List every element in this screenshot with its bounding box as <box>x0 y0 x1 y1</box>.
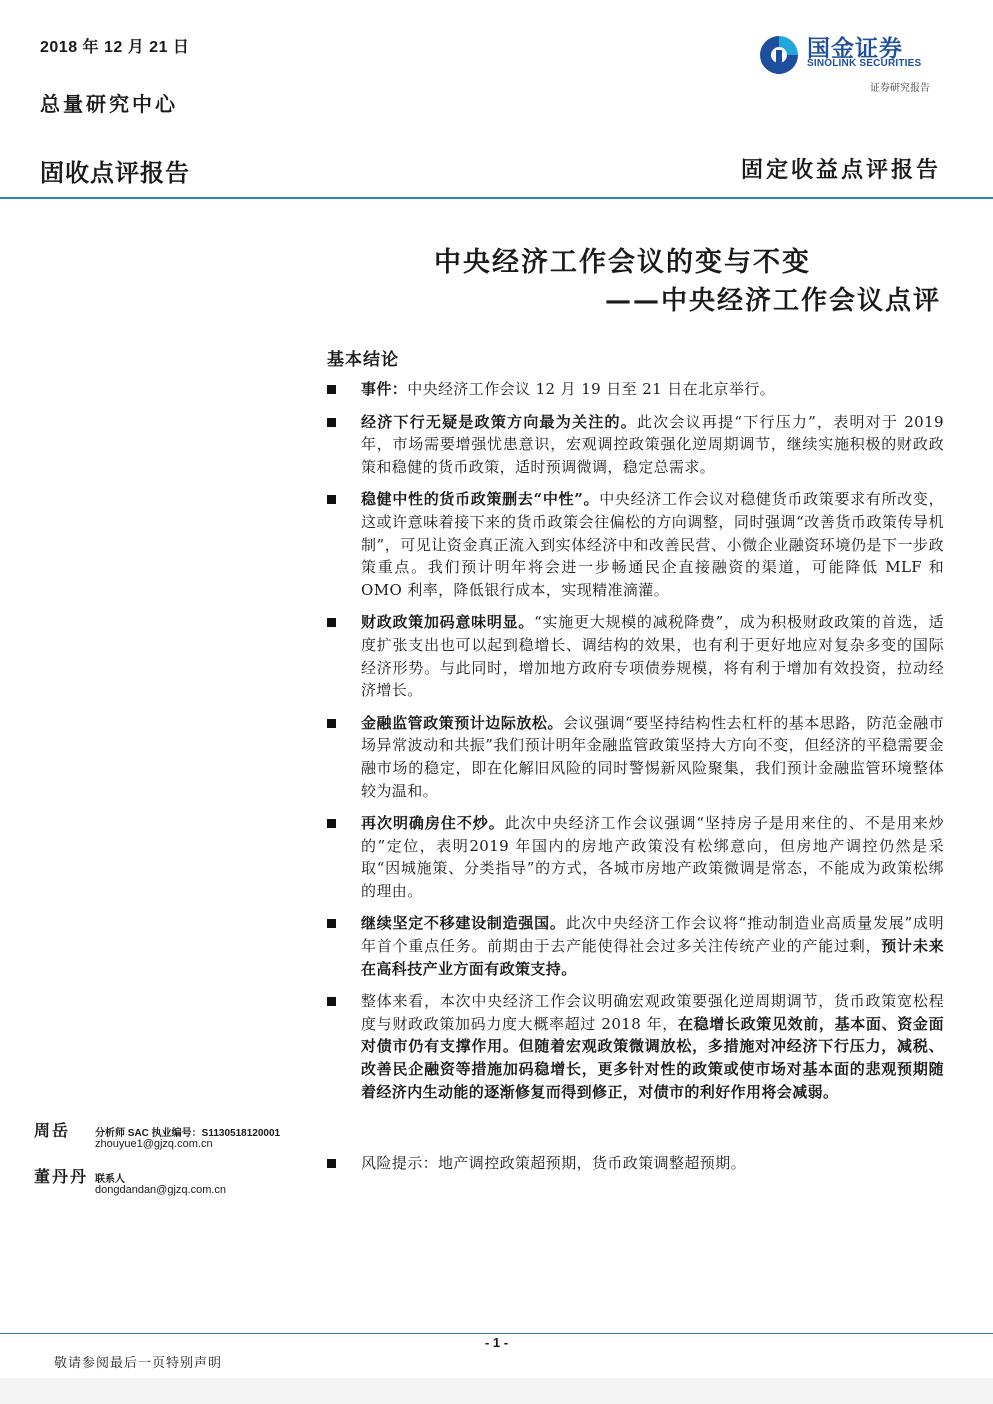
logo-chinese-name: 国金证券 <box>807 35 903 61</box>
list-item <box>327 488 944 601</box>
item-text: 中央经济工作会议 12 月 19 日至 21 日在北京举行。 <box>407 380 776 398</box>
analyst-name: 周岳 <box>34 1121 71 1140</box>
list-item <box>327 812 944 902</box>
list-item <box>327 1152 944 1175</box>
analyst-name: 董丹丹 <box>34 1167 89 1186</box>
list-item <box>327 712 944 802</box>
report-type-right: 固定收益点评报告 <box>740 157 941 183</box>
bullet-square-icon <box>327 418 336 427</box>
conclusion-list <box>327 378 944 1113</box>
analyst-email[interactable]: zhouyue1@gjzq.com.cn <box>95 1138 213 1150</box>
item-text: 此次中央经济工作会议强调“坚持房子是用来住的、不是用来炒的”定位，表明2019 年国内的房地产政策没有松绑意向，但房地产调控仍然是采取“因城施策、分类指导”的方式，各城市房地产政策微调是常态，不能成为政策松绑的理由。 <box>361 814 944 900</box>
bottom-band <box>0 1378 993 1404</box>
bullet-square-icon <box>327 618 336 627</box>
item-text: “实施更大规模的减税降费”，成为积极财政政策的首选，适度扩张支出也可以起到稳增长、调结构的效果，也有利于更好地应对复杂多变的国际经济形势。与此同时，增加地方政府专项债券规模，将有利于增加有效投资，拉动经济增长。 <box>361 613 944 700</box>
bullet-square-icon <box>327 1159 336 1168</box>
risk-text: 风险提示：地产调控政策超预期，货币政策调整超预期。 <box>361 1154 747 1172</box>
item-emphasis: 在稳增长政策见效前，基本面、资金面对债市仍有支撑作用。但随着宏观政策微调放松，多措施对冲经济下行压力，减税、改善民企融资等措施加码稳增长，更多针对性的政策或使市场对基本面的悲观预期随着经济内生动能的逐渐修复而得到修正，对债市的利好作用将会减弱。 <box>361 1014 944 1101</box>
report-type-left: 固收点评报告 <box>40 160 190 187</box>
bullet-square-icon <box>327 385 336 394</box>
list-item <box>327 912 944 980</box>
footer-divider <box>0 1333 993 1334</box>
page-number: - 1 - <box>484 1335 509 1350</box>
item-text: 中央经济工作会议对稳健货币政策要求有所改变，这或许意味着接下来的货币政策会往偏松的方向调整，同时强调“改善货币政策传导机制”，可见让资金真正流入到实体经济中和改善民营、小微企业融资环境仍是下一步政策重点。我们预计明年将会进一步畅通民企直接融资的渠道，可能降低 MLF 和 OMO 利率，降低银行成本，实现精准滴灌。 <box>361 490 944 599</box>
analyst-email[interactable]: dongdandan@gjzq.com.cn <box>95 1184 227 1196</box>
item-text: 整体来看，本次中央经济工作会议明确宏观政策要强化逆周期调节，货币政策宽松程度与财政政策加码力度大概率超过 2018 年， <box>361 992 944 1033</box>
disclaimer-note: 敬请参阅最后一页特别声明 <box>54 1356 223 1371</box>
bullet-square-icon <box>327 919 336 928</box>
section-heading: 基本结论 <box>327 350 399 370</box>
research-center-name: 总量研究中心 <box>40 92 178 116</box>
logo-english-name: SINOLINK SECURITIES <box>807 58 922 69</box>
item-emphasis: 预计未来在高科技产业方面有政策支持。 <box>361 937 944 978</box>
analyst-role: 分析师 SAC 执业编号：S1130518120001 <box>95 1128 281 1139</box>
bullet-square-icon <box>327 719 336 728</box>
item-text: 会议强调“要坚持结构性去杠杆的基本思路，防范金融市场异常波动和共振”我们预计明年金融监管政策坚持大方向不变，但经济的平稳需要金融市场的稳定，即在化解旧风险的同时警惕新风险聚集，我们预计金融监管环境整体较为温和。 <box>361 713 945 800</box>
sinolink-logo-icon <box>757 33 801 77</box>
analyst-role: 联系人 <box>95 1174 125 1185</box>
item-lead: 财政政策加码意味明显。 <box>361 613 535 632</box>
bullet-square-icon <box>327 495 336 504</box>
bullet-square-icon <box>327 997 336 1006</box>
header-divider <box>0 197 993 199</box>
item-text: 此次会议再提“下行压力”，表明对于 2019 年，市场需要增强忧患意识，宏观调控政策强化逆周期调节，继续实施积极的财政政策和稳健的货币政策，适时预调微调，稳定总需求。 <box>361 412 944 476</box>
list-item <box>327 411 944 479</box>
analyst-card <box>34 1164 88 1187</box>
list-item <box>327 611 944 701</box>
list-item <box>327 378 944 401</box>
bullet-square-icon <box>327 819 336 828</box>
item-lead: 再次明确房住不炒。 <box>361 814 505 833</box>
item-lead: 继续坚定不移建设制造强国。 <box>361 914 566 933</box>
item-lead: 稳健中性的货币政策删去“中性”。 <box>361 490 600 509</box>
item-text: 此次中央经济工作会议将“推动制造业高质量发展”成明年首个重点任务。前期由于去产能使得社会过多关注传统产业的产能过剩， <box>361 914 944 956</box>
item-lead: 金融监管政策预计边际放松。 <box>361 713 564 732</box>
risk-notice <box>327 1152 944 1175</box>
report-subtitle: ——中央经济工作会议点评 <box>604 286 941 316</box>
report-title: 中央经济工作会议的变与不变 <box>434 247 811 278</box>
analyst-card <box>34 1118 70 1141</box>
list-item <box>327 990 944 1103</box>
item-lead: 经济下行无疑是政策方向最为关注的。 <box>361 412 637 431</box>
report-date: 2018 年 12 月 21 日 <box>40 39 190 56</box>
item-lead: 事件： <box>361 380 408 398</box>
research-label: 证券研究报告 <box>870 83 930 94</box>
